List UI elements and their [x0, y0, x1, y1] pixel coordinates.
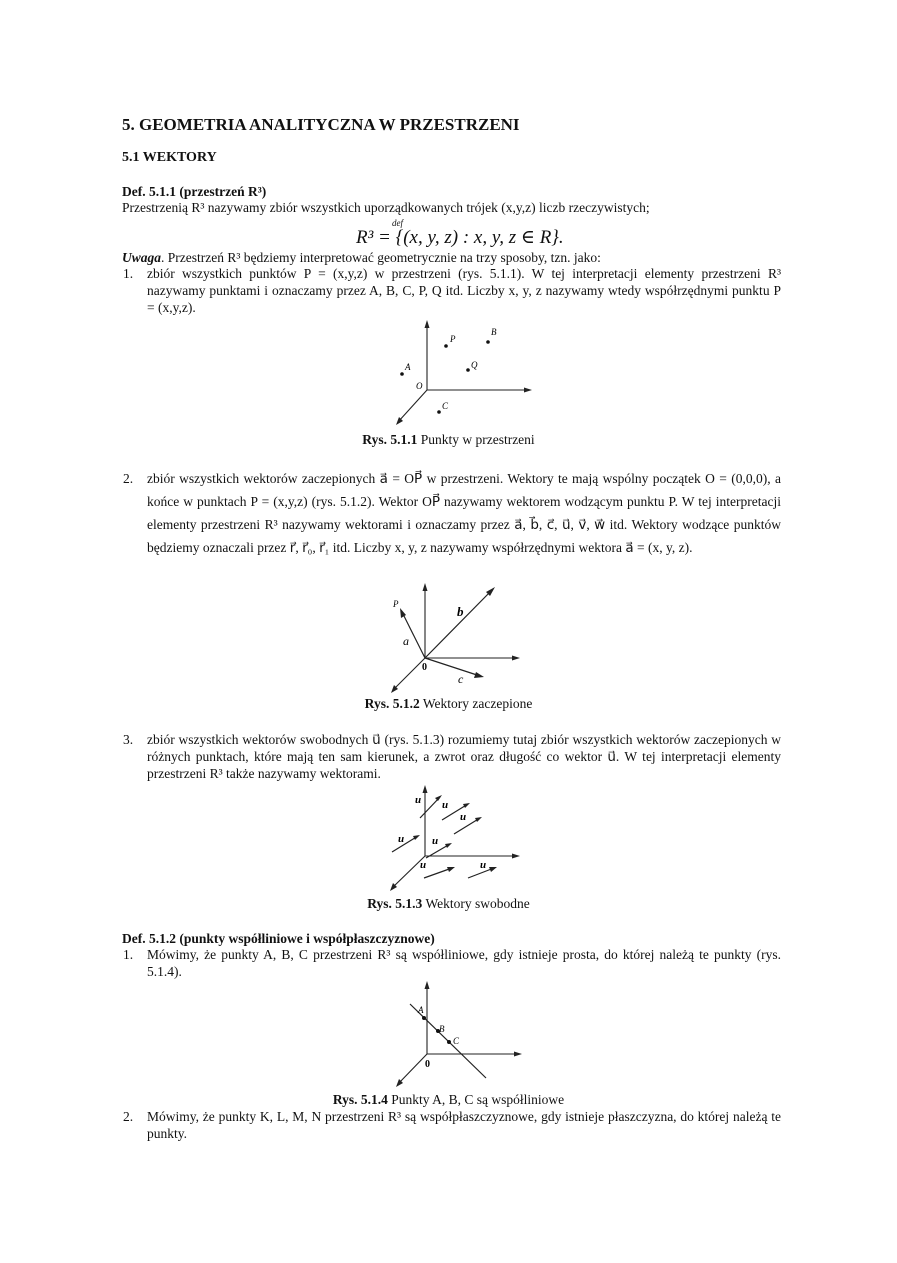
def-5-1-2-item-2-number: 2. — [123, 1109, 134, 1124]
formula-r3: R³ = {(x, y, z) : x, y, z ∈ R}. — [356, 227, 564, 248]
caption-5-1-2-text: Wektory zaczepione — [419, 696, 533, 711]
fig2-label-p: P — [393, 599, 399, 609]
fig3-label-u-6: u⃗ — [420, 859, 435, 871]
fig2-label-c: c⃗ — [458, 672, 473, 686]
fig2-x-axis — [393, 658, 425, 690]
chapter-title: 5. GEOMETRIA ANALITYCZNA W PRZESTRZENI — [122, 115, 520, 134]
caption-5-1-3-num: Rys. 5.1.3 — [367, 896, 423, 911]
caption-5-1-3 — [0, 896, 897, 912]
caption-5-1-1-text: Punkty w przestrzeni — [417, 432, 535, 447]
figure-5-1-1 — [380, 318, 550, 430]
def-5-1-2-heading: Def. 5.1.2 (punkty współliniowe i współpłaszczyznowe) — [122, 931, 435, 946]
figure-5-1-2 — [380, 580, 530, 698]
fig1-point-c — [437, 410, 441, 414]
formula-def-mark: def — [392, 218, 403, 228]
caption-5-1-2-num: Rys. 5.1.2 — [364, 696, 420, 711]
list-item-1-text: zbiór wszystkich punktów P = (x,y,z) w przestrzeni (rys. 5.1.1). W tej interpretacji elementy przestrzeni R³ nazywamy punktami i oznaczamy przez A, B, C, P, Q itd. Liczby x, y, z nazywamy wtedy współrzędnymi punktu P = (x,y,z). — [147, 266, 781, 315]
def-5-1-2-item-1-text: Mówimy, że punkty A, B, C przestrzeni R³ są współliniowe, gdy istnieje prosta, do której należą te punkty (rys. 5.1.4). — [147, 947, 781, 979]
fig1-label-a: A — [405, 362, 411, 372]
fig1-point-b — [486, 340, 490, 344]
fig1-label-b: B — [491, 327, 497, 337]
fig4-point-a — [422, 1016, 426, 1020]
fig1-x-axis — [398, 390, 427, 422]
figure-5-1-4 — [380, 978, 530, 1090]
remark-label: Uwaga — [122, 250, 162, 265]
fig3-vector-u-3-arrowhead — [475, 817, 482, 822]
fig4-label-c: C — [453, 1036, 460, 1046]
fig3-vector-u-1-arrowhead — [435, 795, 442, 801]
def-5-1-2-item-2-text: Mówimy, że punkty K, L, M, N przestrzeni R³ są współpłaszczyznowe, gdy istnieje płaszczyzna, do której należą te punkty. — [147, 1109, 781, 1141]
fig4-x-axis — [398, 1054, 427, 1084]
fig1-label-q: Q — [471, 360, 478, 370]
fig1-y-arrowhead — [524, 388, 532, 393]
fig3-y-arrowhead — [512, 854, 520, 859]
fig4-label-b: B — [439, 1024, 445, 1034]
list-item-3 — [123, 731, 781, 782]
def-5-1-1-text: Przestrzenią R³ nazywamy zbiór wszystkich uporządkowanych trójek (x,y,z) liczb rzeczywistych; — [122, 200, 650, 215]
fig2-vector-c-arrowhead — [474, 672, 484, 678]
section-title: 5.1 WEKTORY — [122, 150, 217, 165]
fig3-label-u-5: u⃗ — [432, 835, 447, 847]
fig3-vector-u-4-arrowhead — [413, 835, 420, 840]
caption-5-1-4 — [0, 1092, 897, 1108]
fig1-label-o: O — [416, 381, 423, 391]
fig3-label-u-3: u⃗ — [460, 811, 475, 823]
fig3-z-arrowhead — [423, 785, 428, 793]
fig1-point-p — [444, 344, 448, 348]
def-5-1-2-item-1-number: 1. — [123, 947, 134, 962]
fig2-vector-a-arrowhead — [400, 608, 406, 618]
caption-5-1-3-text: Wektory swobodne — [422, 896, 530, 911]
fig1-label-p: P — [450, 334, 456, 344]
fig4-label-o: 0 — [425, 1059, 430, 1070]
list-item-1 — [123, 265, 781, 316]
list-item-1-number: 1. — [123, 266, 134, 281]
fig4-y-arrowhead — [514, 1052, 522, 1057]
fig2-label-b: b⃗ — [457, 604, 474, 619]
list-item-3-number: 3. — [123, 732, 134, 747]
fig1-label-c: C — [442, 401, 449, 411]
fig3-label-u-1: u⃗ — [415, 794, 430, 806]
list-item-2-number: 2. — [123, 471, 134, 486]
fig1-point-q — [466, 368, 470, 372]
list-item-2 — [123, 467, 781, 559]
def-5-1-2-item-2 — [123, 1108, 781, 1142]
fig3-label-u-2: u⃗ — [442, 799, 457, 811]
fig3-vector-u-6-arrowhead — [447, 867, 455, 872]
caption-5-1-4-text: Punkty A, B, C są współliniowe — [387, 1092, 565, 1107]
fig4-label-a: A — [418, 1005, 424, 1015]
fig4-point-c — [447, 1040, 451, 1044]
list-item-2-text: zbiór wszystkich wektorów zaczepionych a⃗ = OP⃗ w przestrzeni. Wektory te mają wspólny początek O = (0,0,0), a końce w punktach P = (x,y,z) (rys. 5.1.2). Wektor OP⃗ nazywamy wektorem wodzącym punktu P. W tej interpretacji elementy przestrzeni R³ nazywamy wektorami i oznaczamy przez a⃗, b⃗, c⃗, u⃗, v⃗, w⃗ itd. Wektory wodzące punktów będziemy oznaczali przez r⃗, r⃗₀, r⃗₁ itd. Liczby x, y, z nazywamy współrzędnymi wektora a⃗ = (x, y, z). — [147, 471, 781, 555]
figure-5-1-3 — [380, 782, 530, 894]
caption-5-1-1 — [0, 432, 897, 448]
fig1-point-a — [400, 372, 404, 376]
caption-5-1-2 — [0, 696, 897, 712]
caption-5-1-4-num: Rys. 5.1.4 — [332, 1092, 388, 1107]
caption-5-1-1-num: Rys. 5.1.1 — [362, 432, 418, 447]
fig4-z-arrowhead — [425, 981, 430, 989]
remark-text: . Przestrzeń R³ będziemy interpretować geometrycznie na trzy sposoby, tzn. jako: — [161, 250, 601, 265]
def-5-1-1-heading: Def. 5.1.1 (przestrzeń R³) — [122, 184, 267, 199]
fig2-z-arrowhead — [423, 583, 428, 591]
fig3-vector-u-2-arrowhead — [463, 803, 470, 808]
def-5-1-2-item-1 — [123, 946, 781, 980]
fig2-y-arrowhead — [512, 656, 520, 661]
remark — [122, 249, 601, 266]
fig2-label-a: a⃗ — [403, 634, 419, 648]
fig2-label-o: 0 — [422, 662, 427, 673]
fig3-label-u-7: u⃗ — [480, 859, 495, 871]
fig2-vector-b — [425, 590, 492, 658]
fig1-z-arrowhead — [425, 320, 430, 328]
fig3-label-u-4: u⃗ — [398, 833, 413, 845]
list-item-3-text: zbiór wszystkich wektorów swobodnych u⃗ (rys. 5.1.3) rozumiemy tutaj zbiór wszystkich wektorów zaczepionych w różnych punktach, które mają ten sam kierunek, a zwrot oraz długość co wektor u⃗. W tej interpretacji elementy przestrzeni R³ także nazywamy wektorami. — [147, 732, 781, 781]
